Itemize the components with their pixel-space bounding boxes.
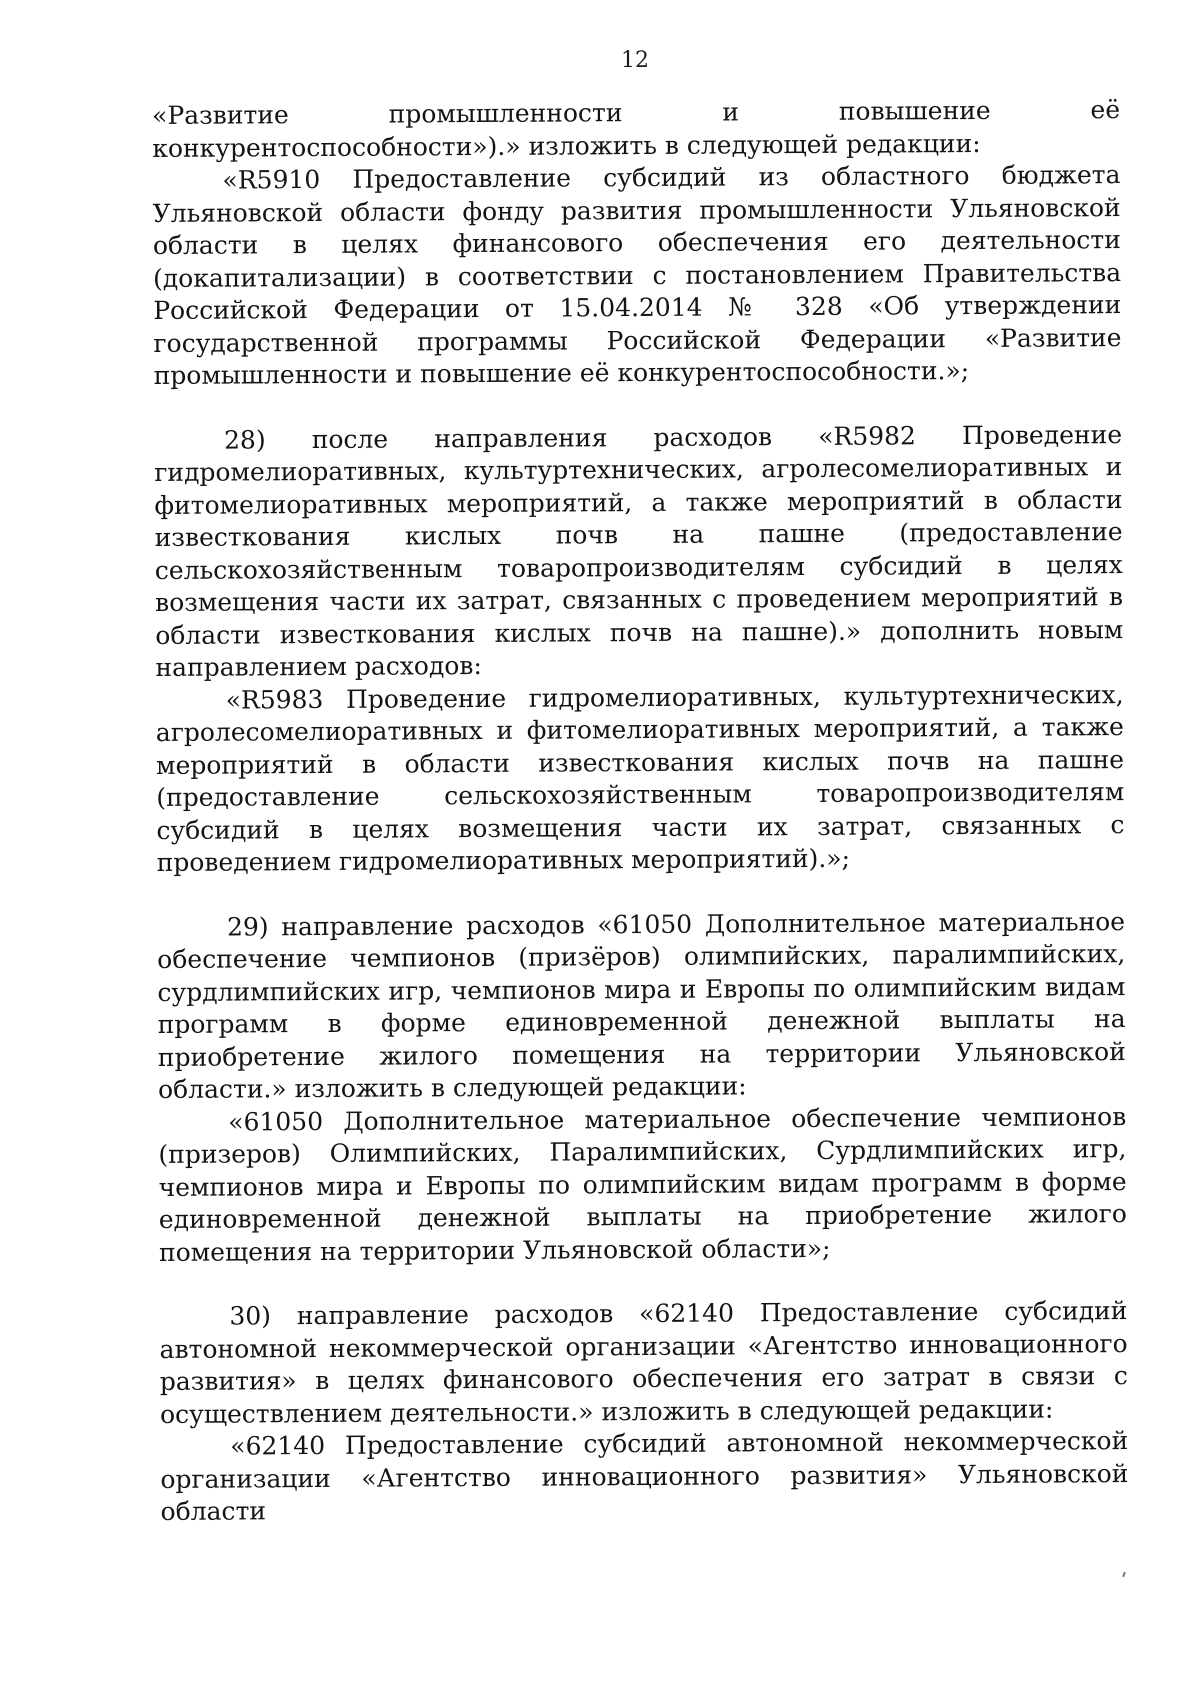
paragraph-61050-wording: «61050 Дополнительное материальное обеспечение чемпионов (призеров) Олимпийских, Паралимпийских, Сурдлимпийских игр, чемпионов мира и Европы по олимпийским видам программ в форме единовременной денежной выплаты на приобретение жилого помещения на территории Ульяновской области»; [158, 1101, 1127, 1267]
paragraph-item-29: 29) направление расходов «61050 Дополнительное материальное обеспечение чемпионов (призёров) олимпийских, паралимпийских, сурдлимпийских игр, чемпионов мира и Европы по олимпийским видам программ в форме единовременной денежной выплаты на приобретение жилого помещения на территории Ульяновской области.» изложить в следующей редакции: [157, 906, 1126, 1104]
paragraph-item-28: 28) после направления расходов «R5982 Проведение гидромелиоративных, культуртехнических, агролесомелиоративных и фитомелиоративных мероприятий, а также мероприятий в области известкования кислых почв на пашне (предоставление сельскохозяйственным товаропроизводителям субсидий в целях возмещения части их затрат, связанных с проведением мероприятий в области известкования кислых почв на пашне).» дополнить новым направлением расходов: [154, 419, 1124, 682]
page-number: 12 [621, 48, 649, 73]
paragraph-r5983-wording: «R5983 Проведение гидромелиоративных, культуртехнических, агролесомелиоративных и фитомелиоративных мероприятий, а также мероприятий в области известкования кислых почв на пашне (предоставление сельскохозяйственным товаропроизводителям субсидий в целях возмещения части их затрат, связанных с проведением гидромелиоративных мероприятий).»; [155, 679, 1125, 877]
paragraph-1: «Развитие промышленности и повышение её конкурентоспособности»).» изложить в следующей редакции: [152, 95, 1121, 163]
paragraph-item-30: 30) направление расходов «62140 Предоставление субсидий автономной некоммерческой организации «Агентство инновационного развития» в целях финансового обеспечения его затрат в связи с осуществлением деятельности.» изложить в следующей редакции: [159, 1296, 1128, 1429]
document-body [152, 94, 1129, 1528]
scan-speck-mark [1122, 1572, 1126, 1577]
paragraph-62140-wording: «62140 Предоставление субсидий автономной некоммерческой организации «Агентство инновационного развития» Ульяновской области [160, 1426, 1129, 1526]
paragraph-r5910-wording: «R5910 Предоставление субсидий из областного бюджета Ульяновской области фонду развития промышленности Ульяновской области в целях финансового обеспечения его деятельности (докапитализации) в соответствии с постановлением Правительства Российской Федерации от 15.04.2014 № 328 «Об утверждении государственной программы Российской Федерации «Развитие промышленности и повышение её конкурентоспособности.»; [152, 160, 1122, 390]
